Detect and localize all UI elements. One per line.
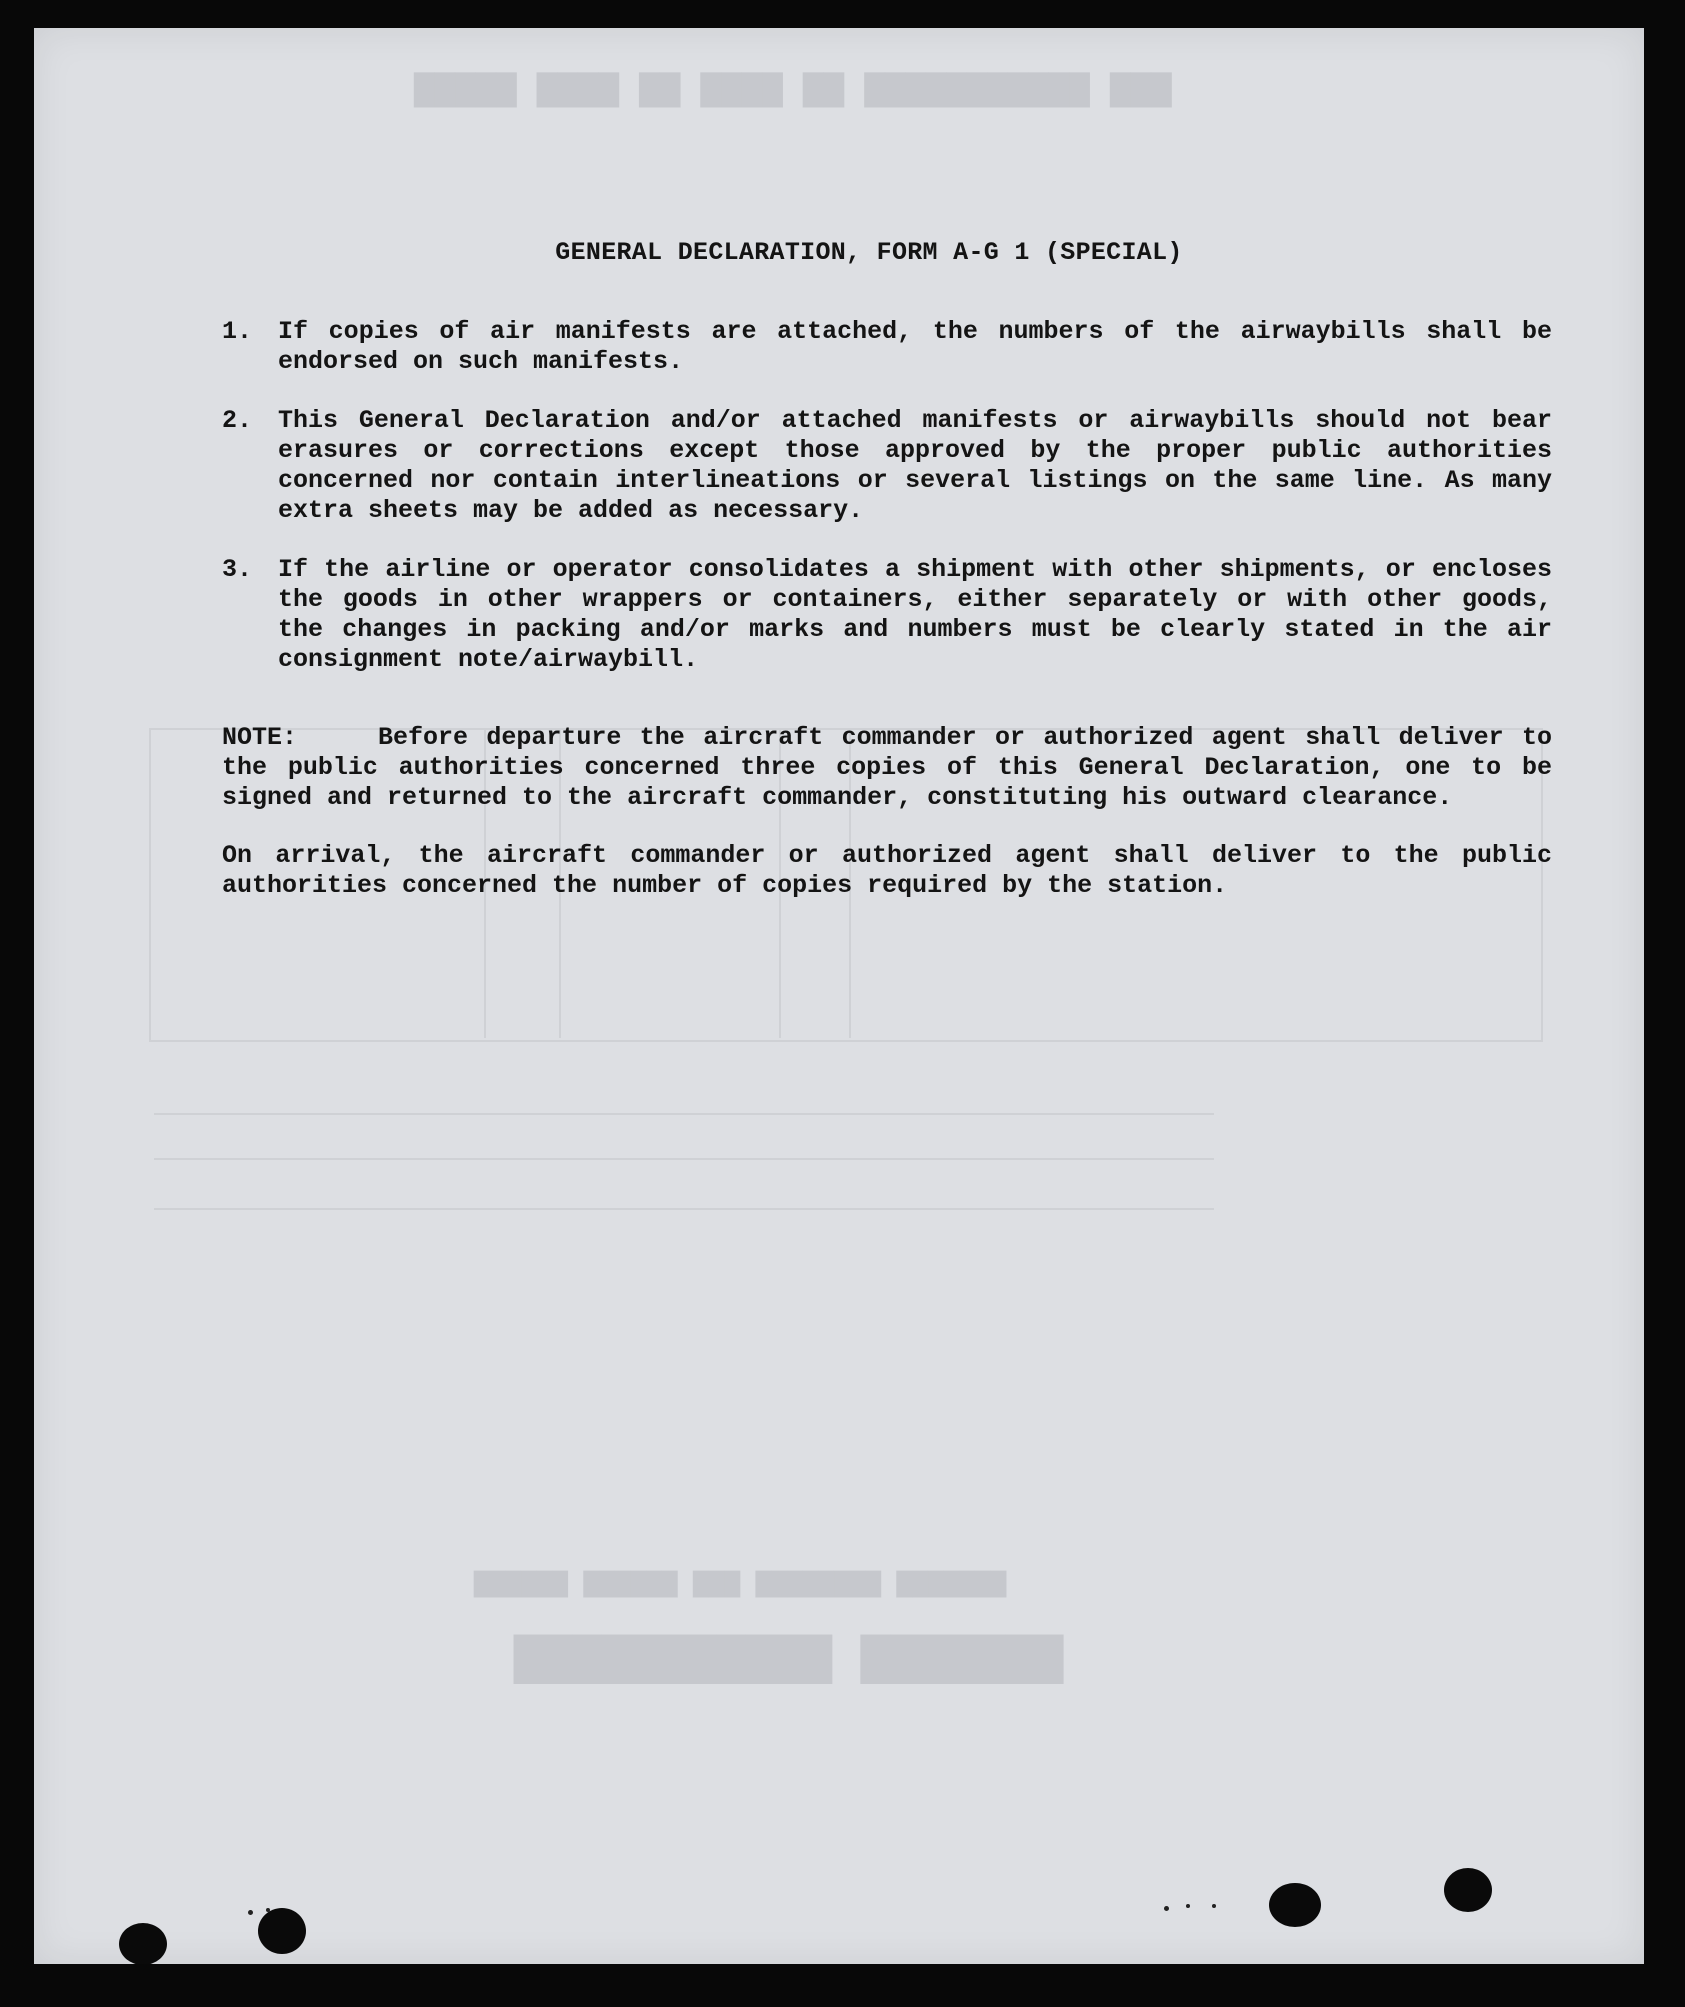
document-title: GENERAL DECLARATION, FORM A-G 1 (SPECIAL) [555, 238, 1183, 267]
instruction-item-3 [186, 555, 1552, 675]
item-number: 2. [222, 406, 253, 435]
note-text: Before departure the aircraft commander or authorized agent shall deliver to the public authorities concerned three copies of this General Declaration, one to be signed and returned to the aircraft commander, constituting his outward clearance. [222, 723, 1552, 812]
bleed-through-line [154, 1158, 1214, 1160]
speck-mark [1164, 1906, 1169, 1911]
punch-hole-mark [1269, 1883, 1321, 1927]
bleed-through-subheading: ▇▇▇▇▇▇▇ ▇▇▇▇▇▇▇▇ ▇▇▇ ▇▇▇▇▇▇ ▇▇▇▇▇▇ [474, 1568, 1007, 1598]
bleed-through-line [154, 1208, 1214, 1210]
punch-hole-mark [119, 1923, 167, 1964]
speck-mark [1186, 1904, 1190, 1908]
arrival-paragraph: On arrival, the aircraft commander or authorized agent shall deliver to the public authorities concerned the number of copies required by the station. [222, 841, 1552, 900]
instruction-item-2 [186, 406, 1552, 526]
instruction-item-1 [186, 317, 1552, 377]
bleed-through-line [154, 1113, 1214, 1115]
note-label: NOTE: [222, 723, 298, 752]
item-text: This General Declaration and/or attached manifests or airwaybills should not bear erasures or corrections except those approved by the proper public authorities concerned nor contain interlineations or several listings on the same line. As many extra sheets may be added as necessary. [278, 406, 1552, 525]
punch-hole-mark [1444, 1868, 1492, 1912]
punch-hole-mark [258, 1908, 306, 1954]
bleed-through-text: ▇▇▇ ▇▇▇▇▇▇▇▇▇▇▇ ▇▇ ▇▇▇▇ ▇▇ ▇▇▇▇ ▇▇▇▇▇ [414, 68, 1172, 108]
speck-mark [1212, 1904, 1216, 1908]
item-number: 1. [222, 317, 253, 346]
item-number: 3. [222, 555, 253, 584]
note-paragraph [186, 723, 1552, 813]
document-body [186, 238, 1552, 901]
item-text: If the airline or operator consolidates a shipment with other shipments, or encloses the goods in other wrappers or containers, either separately or with other goods, the changes in packing and/or marks and numbers must be clearly stated in the air consignment note/airwaybill. [278, 555, 1552, 674]
document-page [34, 28, 1644, 1964]
bleed-through-heading: ▇▇▇▇▇▇▇ ▇▇▇▇▇▇▇▇▇▇▇ [514, 1628, 1064, 1684]
item-text: If copies of air manifests are attached, the numbers of the airwaybills shall be endorsed on such manifests. [278, 317, 1552, 376]
speck-mark [248, 1910, 253, 1915]
speck-mark [266, 1908, 270, 1912]
